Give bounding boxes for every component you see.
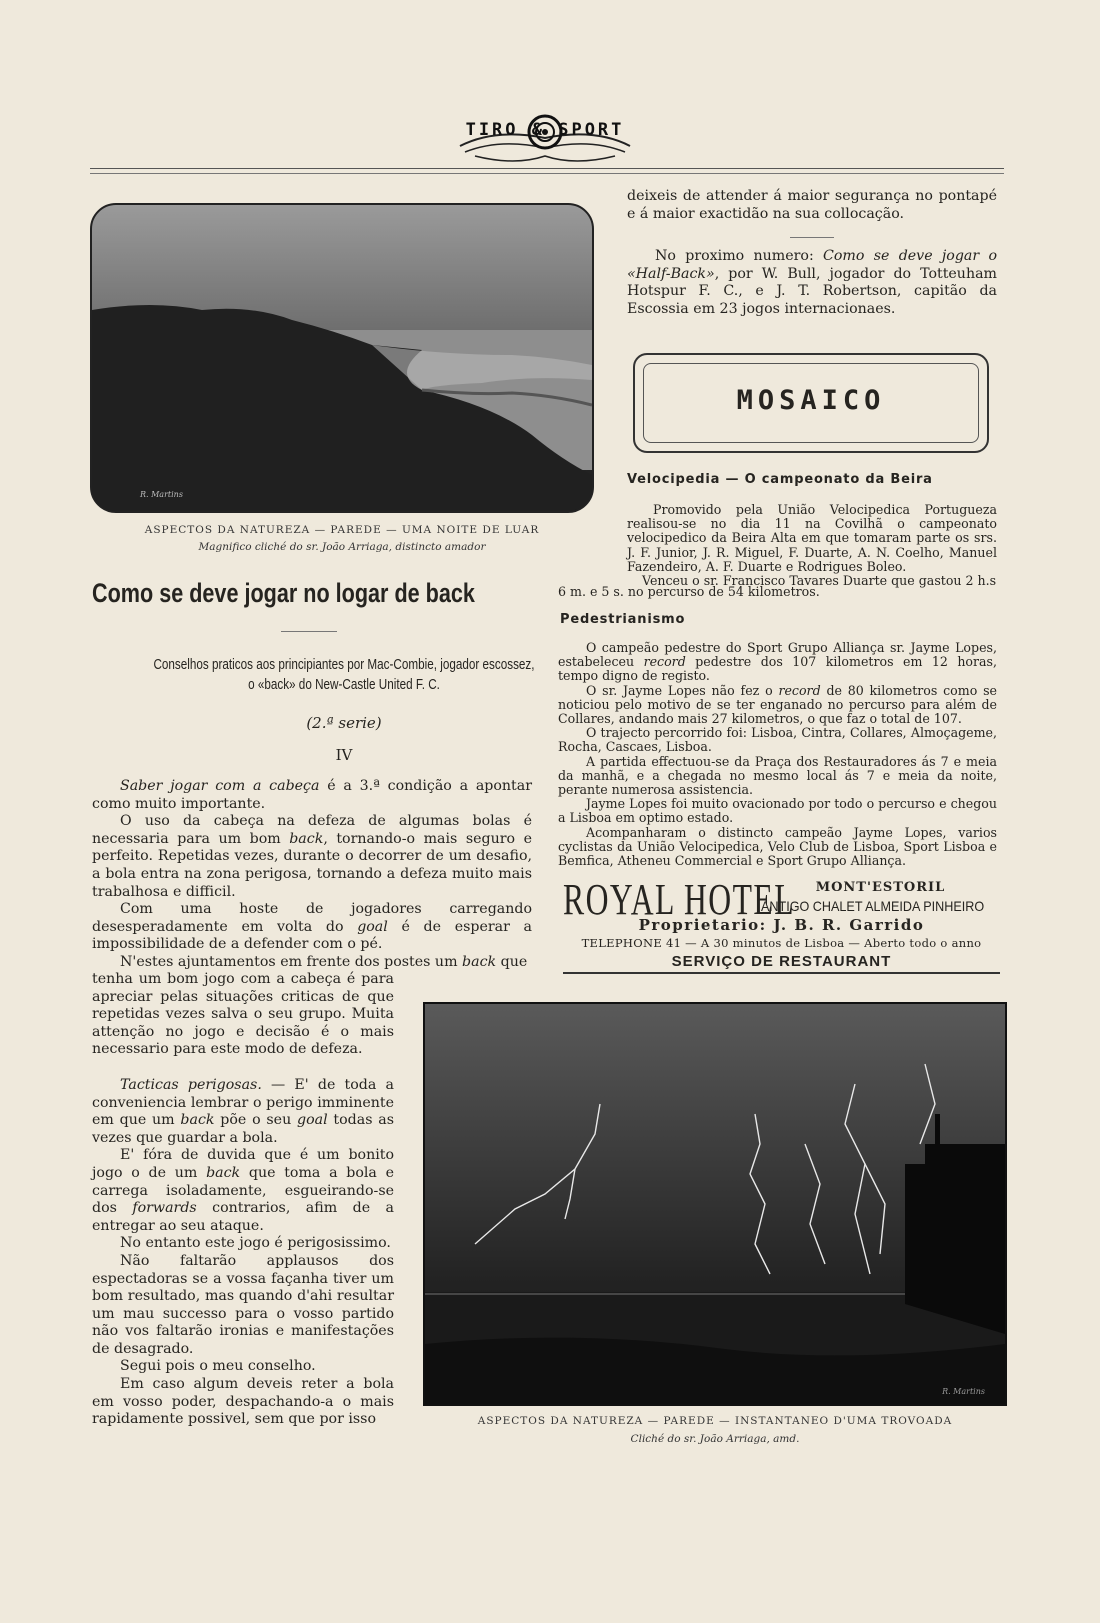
velo-paragraph-1: Promovido pela União Velocipedica Portugueza realisou-se no dia 11 na Covilhã o campeonato velocipedico da Beira Alta em que tomaram parte os srs. J. F. Junior, J. R. Miguel, F. Duarte, A. N. Coelho, Manuel Fazendeiro, A. F. Duarte e Rodrigues Boleo. bbox=[627, 502, 997, 574]
p8-text: Não faltarão applausos dos espectadoras se a vossa façanha tiver um bom resultado, mas quando d'ahi resultar um mau successo para o vosso partido não vos faltarão ironias e manifestações de desagrado. bbox=[92, 1252, 394, 1357]
mosaico-banner bbox=[633, 353, 989, 453]
bottom-photo-caption: ASPECTOS DA NATUREZA — PAREDE — INSTANTANEO D'UMA TROVOADA bbox=[477, 1415, 953, 1427]
ad-owner: Proprietario: J. B. R. Garrido bbox=[638, 916, 925, 934]
p3-emphasis: goal bbox=[357, 918, 388, 935]
ped-p1-emphasis: record bbox=[643, 654, 686, 670]
p6-text-a: E' fóra de duvida que é um bonito jogo o de um bbox=[92, 1147, 394, 1181]
p4-emphasis: back bbox=[462, 953, 497, 970]
p7-text: No entanto este jogo é perigosissimo. bbox=[120, 1235, 391, 1252]
ped-paragraph-6: Acompanharam o distincto campeão Jayme Lopes, varios cyclistas da União Velocipedica, Velo Club de Lisboa, Sport Lisboa e Bemfica, Atheneu Commercial e Sport Grupo Alliança. bbox=[558, 824, 997, 869]
p10-text: Em caso algum deveis reter a bola em vosso poder, despachando-a o mais rapidamente possivel, sem que por isso bbox=[92, 1376, 394, 1428]
next-issue-label: No proximo numero: bbox=[655, 248, 824, 265]
masthead-logo bbox=[455, 108, 635, 168]
ad-info: TELEPHONE 41 — A 30 minutos de Lisboa — Aberto todo o anno bbox=[581, 936, 982, 950]
p2-text-a: O uso da cabeça na defeza de algumas bolas é necessaria para um bom bbox=[92, 813, 532, 847]
title-divider bbox=[281, 631, 337, 632]
next-issue-title: Como se deve jogar o «Half-Back» bbox=[627, 248, 997, 282]
ped-paragraph-3: O trajecto percorrido foi: Lisboa, Cintra, Collares, Almoçageme, Rocha, Cascaes, Lisboa. bbox=[558, 725, 997, 755]
p5-text-b: põe o seu bbox=[214, 1112, 297, 1129]
p3-text-b: é de esperar a impossibilidade de a defender com o pé. bbox=[92, 918, 532, 953]
top-photo-caption: ASPECTOS DA NATUREZA — PAREDE — UMA NOITE DE LUAR bbox=[144, 524, 540, 536]
header-rule-thin bbox=[90, 173, 1004, 174]
p6-emphasis: back bbox=[206, 1164, 241, 1181]
velo-paragraph-3: 6 m. e 5 s. no percurso de 54 kilometros. bbox=[558, 584, 820, 599]
ad-service: SERVIÇO DE RESTAURANT bbox=[671, 953, 892, 970]
article-subtitle-line2: o «back» do New-Castle United F. C. bbox=[248, 676, 440, 693]
mosaico-title: MOSAICO bbox=[736, 385, 886, 416]
ad-hotel-name: ROYAL HOTEL bbox=[563, 875, 796, 924]
p9-text: Segui pois o meu conselho. bbox=[120, 1358, 316, 1375]
p6-text-b: que toma a bola e carrega isoladamente, esgueirando-se dos bbox=[92, 1164, 394, 1217]
p1-text: é a 3.ª condição a apontar como muito importante. bbox=[92, 778, 532, 812]
ped-p2-text-b: de 80 kilometros como se noticiou pelo motivo de se ter enganado no percurso para além de Collares, andando mais 27 kilometros, o que faz o total de 107. bbox=[558, 682, 997, 727]
masthead-text: TIRO & SPORT bbox=[465, 120, 625, 140]
ped-p1-text-b: pedestre dos 107 kilometros em 12 horas, tempo digno de registo. bbox=[558, 654, 998, 684]
p3-text-a: Com uma hoste de jogadores carregando desesperadamente em volta do bbox=[92, 901, 532, 935]
p2-emphasis: back bbox=[289, 830, 324, 847]
bottom-photo-signature: R. Martins bbox=[942, 1387, 985, 1396]
p4-text-b: que bbox=[496, 953, 528, 970]
p5-emphasis-3: goal bbox=[297, 1112, 328, 1129]
article-series: (2.ª serie) bbox=[306, 714, 382, 732]
next-issue-text: , por W. Bull, jogador do Totteuham Hotspur F. C., e J. T. Robertson, capitão da Escossia em 23 jogos internacionaes. bbox=[627, 265, 997, 317]
royal-hotel-ad bbox=[563, 875, 1000, 972]
ped-paragraph-5: Jayme Lopes foi muito ovacionado por todo o percurso e chegou a Lisboa em optimo estado. bbox=[558, 796, 997, 826]
ped-paragraph-4: A partida effectuou-se da Praça dos Restauradores ás 7 e meia da manhã, e a chegada no mesmo local ás 7 e meia da noite, perante numerosa assistencia. bbox=[558, 753, 997, 798]
continuation-divider bbox=[790, 237, 834, 238]
continuation-text: deixeis de attender á maior segurança no pontapé e á maior exactidão na sua collocação. bbox=[627, 188, 997, 222]
article-body-top bbox=[92, 778, 532, 972]
p4-continuation: tenha um bom jogo com a cabeça é para apreciar pelas situações criticas de que repetidas vezes salva o seu grupo. Muita attenção no jogo e decisão é o mais necessario para este modo de defeza. bbox=[92, 971, 394, 1058]
ad-bottom-rule bbox=[563, 972, 1000, 974]
moonlit-coast-image bbox=[92, 205, 592, 511]
article-body-narrow bbox=[92, 971, 394, 1429]
velocipedia-body bbox=[627, 503, 997, 588]
p6-text-c: contrarios, afim de a entregar ao seu ataque. bbox=[92, 1200, 394, 1234]
bottom-photo-credit: Cliché do sr. João Arriaga, amd. bbox=[630, 1433, 800, 1445]
p1-emphasis: Saber jogar com a cabeça bbox=[120, 778, 320, 794]
ped-p2-text-a: O sr. Jayme Lopes não fez o bbox=[586, 682, 779, 698]
p5-text-a: — E' de toda a conveniencia lembrar o perigo imminente em que um bbox=[92, 1076, 394, 1129]
p2-text-b: , tornando-o mais seguro e perfeito. Repetidas vezes, durante o decorrer de um desafio, a bola entra na zona perigosa, tornando a defeza muito mais trabalhosa e difficil. bbox=[92, 830, 532, 900]
top-photo-signature: R. Martins bbox=[140, 490, 183, 499]
top-photo-credit: Magnifico cliché do sr. João Arriaga, distincto amador bbox=[198, 541, 486, 553]
ad-chalet: ANTIGO CHALET ALMEIDA PINHEIRO bbox=[761, 898, 985, 914]
article-continuation bbox=[627, 188, 997, 319]
p5-text-c: todas as vezes que guardar a bola. bbox=[92, 1112, 394, 1146]
p5-emphasis-2: back bbox=[180, 1112, 215, 1129]
pedestrianismo-body bbox=[558, 641, 997, 868]
header-rule bbox=[90, 168, 1004, 169]
top-photo bbox=[90, 203, 594, 513]
p5-emphasis: Tacticas perigosas. bbox=[120, 1076, 262, 1093]
lightning-storm-image bbox=[425, 1004, 1005, 1404]
pedestrianismo-heading: Pedestrianismo bbox=[560, 612, 686, 627]
article-section-numeral: IV bbox=[335, 746, 353, 764]
p6-emphasis-2: forwards bbox=[132, 1200, 197, 1217]
p4-text-a: N'estes ajuntamentos em frente dos postes um bbox=[120, 953, 463, 970]
velocipedia-heading: Velocipedia — O campeonato da Beira bbox=[627, 472, 933, 487]
article-title: Como se deve jogar no logar de back bbox=[92, 578, 475, 608]
article-subtitle-line1: Conselhos praticos aos principiantes por Mac-Combie, jogador escossez, bbox=[153, 656, 535, 673]
ped-p2-emphasis: record bbox=[778, 682, 821, 698]
bottom-photo bbox=[423, 1002, 1007, 1406]
ad-location: MONT'ESTORIL bbox=[815, 880, 946, 895]
ped-p1-text-a: O campeão pedestre do Sport Grupo Alliança sr. Jayme Lopes, estabeleceu bbox=[558, 640, 997, 670]
velo-paragraph-2: Venceu o sr. Francisco Tavares Duarte que gastou 2 h.s bbox=[642, 573, 997, 589]
